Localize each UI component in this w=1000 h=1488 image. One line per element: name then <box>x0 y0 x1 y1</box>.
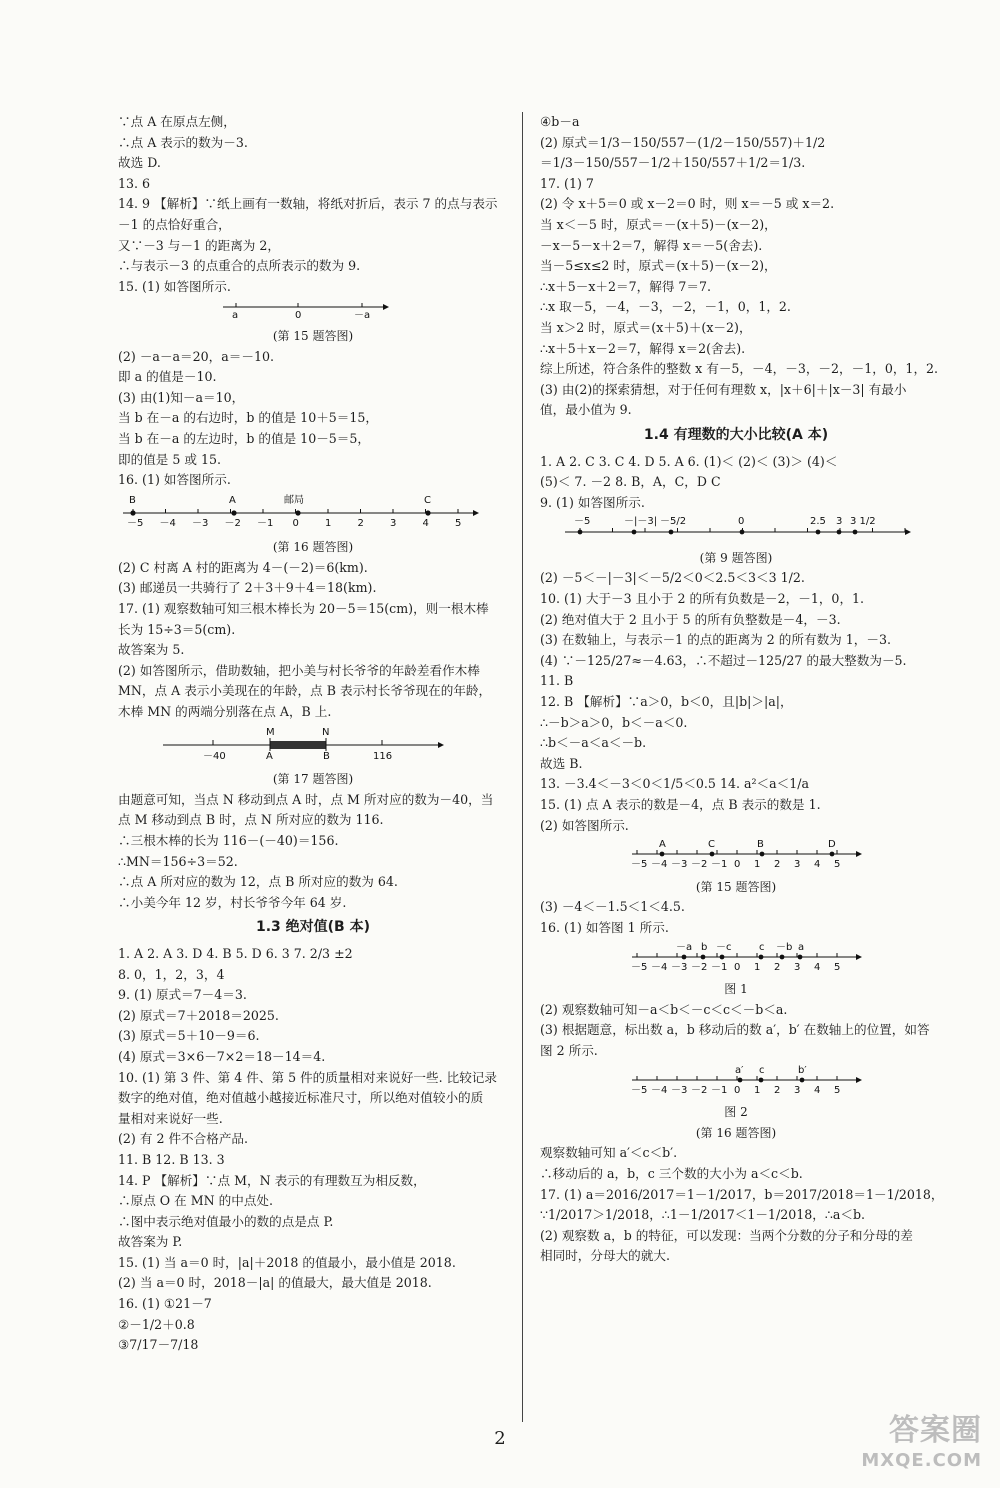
tick-label: 5 <box>834 1084 841 1096</box>
text-line: 数字的绝对值，绝对值越小越接近标准尺寸，所以绝对值较小的质 <box>118 1090 484 1106</box>
text-line: MN，点 A 表示小美现在的年龄，点 B 表示村长爷爷现在的年龄， <box>118 683 492 699</box>
point-p2 <box>632 530 637 535</box>
figure-15-right-number-line <box>540 836 932 897</box>
tick-label: 4 <box>422 517 429 529</box>
text-line: (2) 原式＝7＋2018＝2025. <box>118 1007 279 1023</box>
label-B: B <box>129 494 136 506</box>
tick-label: －2 <box>691 859 708 871</box>
label-b-prime: b′ <box>798 1064 807 1076</box>
text-line: 13. －3.4＜－3＜0＜1/5＜0.5 14. a²＜a＜1/a <box>540 776 809 792</box>
text-line: (2) 有 2 件不合格产品. <box>118 1131 249 1147</box>
figure-caption: 图 2 <box>724 1105 748 1120</box>
text-line: 13. 6 <box>118 175 151 191</box>
stick-MN <box>270 741 326 749</box>
text-line: ∴点 A 所对应的数为 12，点 B 所对应的数为 64. <box>118 874 398 890</box>
text-line: 当 x＞2 时，原式＝(x＋5)＋(x－2)， <box>540 319 752 335</box>
label-p4: 0 <box>738 516 745 528</box>
text-line: 当－5≤x≤2 时，原式＝(x＋5)－(x－2)， <box>540 258 777 274</box>
text-line: ∴MN＝156÷3＝52. <box>118 853 238 869</box>
label-c: c <box>759 1064 765 1076</box>
label-p1: －5 <box>574 516 591 528</box>
text-line: 17. (1) 7 <box>540 175 594 191</box>
text-line: ③7/17－7/18 <box>118 1337 199 1353</box>
label-p3: －5/2 <box>660 516 687 528</box>
tick-label: 2 <box>774 859 781 871</box>
tick-label: －5 <box>631 1084 648 1096</box>
tick-label: －2 <box>224 517 241 529</box>
label-neg-c: －c <box>716 941 732 953</box>
text-line: (4) ∵－125/27≈－4.63，∴不超过－125/27 的最大整数为－5. <box>540 652 907 668</box>
text-line: 15. (1) 当 a＝0 时，|a|＋2018 的值最小，最小值是 2018. <box>118 1254 456 1270</box>
point-p5 <box>816 530 821 535</box>
text-line: －x－5－x＋2＝7，解得 x＝－5(舍去). <box>540 237 763 253</box>
number-line-17 <box>118 723 508 763</box>
number-line-16-2 <box>540 1062 932 1096</box>
text-line: (2) －5＜－|－3|＜－5/2＜0＜2.5＜3＜3 1/2. <box>540 570 805 586</box>
text-line: (3) －4＜－1.5＜1＜4.5. <box>540 899 685 915</box>
section-title-1-3: 1.3 绝对值(B 本) <box>255 919 371 936</box>
label-B: B <box>323 750 330 762</box>
text-line: 9. (1) 如答图所示. <box>540 494 645 510</box>
point-C <box>710 852 715 857</box>
text-line: (2) 当 a＝0 时，2018－|a| 的值最大，最大值是 2018. <box>118 1275 432 1291</box>
tick-label: 3 <box>794 859 801 871</box>
text-line: (4) 原式＝3×6－7×2＝18－14＝4. <box>118 1048 326 1064</box>
tick-label: －3 <box>192 517 209 529</box>
text-line: 故答案为 P. <box>118 1234 183 1250</box>
label-M: M <box>266 726 275 738</box>
tick-group <box>127 509 461 529</box>
text-line: ∵点 A 在原点左侧， <box>118 114 236 129</box>
text-line: 又∵－3 与－1 的距离为 2， <box>118 237 280 253</box>
point-neg-b <box>780 954 785 959</box>
number-line-16 <box>118 491 508 531</box>
tick-label: －2 <box>691 961 708 973</box>
tick-label: 1 <box>754 961 761 973</box>
figure-16-2-number-line <box>540 1062 932 1123</box>
tick-label: －4 <box>651 961 668 973</box>
point-p6 <box>837 530 842 535</box>
text-line: 14. P 【解析】∵点 M，N 表示的有理数互为相反数， <box>118 1172 426 1188</box>
text-line: ∵1/2017＞1/2018，∴1－1/2017＜1－1/2018，∴a＜b. <box>540 1207 866 1223</box>
text-line: (2) 绝对值大于 2 且小于 5 的所有负整数是－4，－3. <box>540 611 841 627</box>
tick-label: 4 <box>814 859 821 871</box>
tick-label: 3 <box>794 961 801 973</box>
text-line: ∴移动后的 a，b，c 三个数的大小为 a＜c＜b. <box>540 1165 803 1181</box>
tick-label: 5 <box>455 517 462 529</box>
figure-16-1-number-line <box>540 939 932 1000</box>
text-line: 木棒 MN 的两端分别落在点 A，B 上. <box>118 704 332 720</box>
label-p6: 3 <box>836 516 843 528</box>
text-line: (3) 由(2)的探索猜想，对于任何有理数 x，|x＋6|＋|x－3| 有最小 <box>540 381 907 397</box>
text-line: (2) 原式＝1/3－150/557－(1/2－150/557)＋1/2 <box>540 134 826 150</box>
text-line: 16. (1) 如答图 1 所示. <box>540 919 669 935</box>
text-line: 17. (1) a＝2016/2017＝1－1/2017，b＝2017/2018＝1－1/2018， <box>540 1186 944 1202</box>
point-c <box>759 1077 764 1082</box>
tick-label: －1 <box>711 1084 728 1096</box>
text-line: 14. 9 【解析】∵纸上画有一数轴，将纸对折后，表示 7 的点与表示 <box>118 196 498 212</box>
label-neg-a: －a <box>354 310 371 320</box>
number-line-15-right <box>540 836 932 870</box>
tick-label: －3 <box>671 859 688 871</box>
tick-label: 2 <box>774 961 781 973</box>
point-c <box>759 954 764 959</box>
text-line: －1 的点恰好重合， <box>118 216 231 232</box>
tick-label: 4 <box>814 961 821 973</box>
point-B <box>760 852 765 857</box>
text-line: ∴－b＞a＞0，b＜－a＜0. <box>540 714 688 730</box>
point-p4 <box>740 530 745 535</box>
text-line: 观察数轴可知 a′＜c＜b′. <box>540 1145 678 1161</box>
text-line: (3) 邮递员一共骑行了 2＋3＋9＋4＝18(km). <box>118 580 377 596</box>
text-line: ②－1/2＋0.8 <box>118 1316 195 1332</box>
text-line: 图 2 所示. <box>540 1042 598 1058</box>
text-line: 点 M 移动到点 B 时，点 N 所对应的数为 116. <box>118 812 384 828</box>
point-p3 <box>669 530 674 535</box>
tick-label: 3 <box>794 1084 801 1096</box>
tick-label: 1 <box>754 859 761 871</box>
label-D: D <box>828 839 836 851</box>
point-post-office <box>295 510 300 515</box>
text-line: (2) 令 x＋5＝0 或 x－2＝0 时，则 x＝－5 或 x＝2. <box>540 196 835 212</box>
text-line: ∴原点 O 在 MN 的中点处. <box>118 1193 274 1209</box>
text-line: 即的值是 5 或 15. <box>118 451 222 467</box>
tick-label: 2 <box>357 517 364 529</box>
text-line: 量相对来说好一些. <box>118 1110 223 1126</box>
label-116: 116 <box>373 750 393 762</box>
text-line: ∴与表示－3 的点重合的点所表示的数为 9. <box>118 258 361 274</box>
text-line: ∴三根木棒的长为 116－(－40)＝156. <box>118 833 339 848</box>
label-neg-b: －b <box>776 941 793 953</box>
label-B: B <box>757 839 764 851</box>
text-line: 17. (1) 观察数轴可知三根木棒长为 20－5＝15(cm)，则一根木棒 <box>118 601 489 617</box>
point-neg-a <box>682 954 687 959</box>
text-line: 11. B 12. B 13. 3 <box>118 1151 225 1167</box>
watermark-line2: MXQE.COM <box>861 1450 982 1471</box>
figure-caption: (第 15 题答图) <box>272 328 354 343</box>
point-p7 <box>853 530 858 535</box>
label-A: A <box>229 494 236 506</box>
number-line-15 <box>118 297 508 319</box>
label-zero: 0 <box>295 310 302 320</box>
point-p1 <box>578 530 583 535</box>
text-line: 1. A 2. C 3. C 4. D 5. A 6. (1)＜ (2)＜ (3)＞ (4)＜ <box>540 453 838 469</box>
text-line: 16. (1) ①21－7 <box>118 1296 212 1312</box>
text-line: 综上所述，符合条件的整数 x 有－5，－4，－3，－2，－1，0，1，2. <box>540 361 939 377</box>
tick-label: －5 <box>127 517 144 529</box>
text-line: 当 x＜－5 时，原式＝－(x＋5)－(x－2)， <box>540 216 777 232</box>
text-line: (2) C 村离 A 村的距离为 4－(－2)＝6(km). <box>118 559 368 575</box>
tick-label: －5 <box>631 961 648 973</box>
tick-label: －3 <box>671 1084 688 1096</box>
tick-label: －1 <box>711 961 728 973</box>
text-line: ∴b＜－a＜a＜－b. <box>540 735 647 751</box>
text-line: ∴小美今年 12 岁，村长爷爷今年 64 岁. <box>118 894 347 910</box>
text-line: 10. (1) 第 3 件、第 4 件、第 5 件的质量相对来说好一些. 比较记录 <box>118 1069 497 1085</box>
watermark-logo <box>861 1413 982 1476</box>
tick-label: 0 <box>734 961 741 973</box>
text-line: (2) 如答图所示，借助数轴，把小美与村长爷爷的年龄差看作木棒 <box>118 662 480 678</box>
text-line: (3) 原式＝5＋10－9＝6. <box>118 1028 260 1044</box>
tick-label: 0 <box>292 517 299 529</box>
text-line: 1. A 2. A 3. D 4. B 5. D 6. 3 7. 2/3 ±2 <box>118 945 353 961</box>
point-b-prime <box>800 1077 805 1082</box>
text-line: 值，最小值为 9. <box>540 402 632 418</box>
label-p2: －|－3| <box>624 516 658 528</box>
text-line: (2) 观察数轴可知－a＜b＜－c＜c＜－b＜a. <box>540 1001 788 1017</box>
right-column <box>540 112 944 1267</box>
text-line: 当 b 在－a 的左边时，b 的值是 10－5＝5， <box>118 430 371 446</box>
text-line: 故选 B. <box>540 755 583 771</box>
text-line: (3) 根据题意，标出数 a，b 移动后的数 a′，b′ 在数轴上的位置，如答 <box>540 1022 930 1038</box>
text-line: ∴图中表示绝对值最小的数的点是点 P. <box>118 1213 334 1229</box>
text-line: 16. (1) 如答图所示. <box>118 472 231 488</box>
figure-16-number-line <box>118 491 508 558</box>
text-line: 8. 0，1，2，3，4 <box>118 966 225 982</box>
figure-caption: (第 16 题答图) <box>695 1125 777 1140</box>
tick-label: －4 <box>159 517 176 529</box>
label-C: C <box>708 839 715 851</box>
text-line: ＝1/3－150/557－1/2＋150/557＋1/2＝1/3. <box>540 155 806 171</box>
tick-label: －4 <box>651 1084 668 1096</box>
watermark-line1: 答案圈 <box>889 1413 982 1448</box>
label-c: c <box>759 941 765 953</box>
label-A: A <box>266 750 273 762</box>
label-minus-40: －40 <box>203 750 226 762</box>
text-line: 即 a 的值是－10. <box>118 369 217 385</box>
tick-label: －5 <box>631 859 648 871</box>
text-line: (2) －a－a＝20，a＝－10. <box>118 348 274 364</box>
figure-caption: (第 16 题答图) <box>272 540 354 555</box>
point-a-prime <box>738 1077 743 1082</box>
point-B <box>130 510 135 515</box>
text-line: 15. (1) 点 A 表示的数是－4，点 B 表示的数是 1. <box>540 797 821 812</box>
figure-15-number-line <box>118 297 508 346</box>
number-line-9 <box>540 513 932 541</box>
text-line: (2) 观察数 a，b 的特征，可以发现：当两个分数的分子和分母的差 <box>540 1227 913 1243</box>
label-a: a <box>232 310 239 320</box>
tick-group <box>631 953 840 973</box>
tick-label: 5 <box>834 961 841 973</box>
figure-9-number-line <box>540 513 932 568</box>
text-line: 长为 15÷3＝5(cm). <box>118 621 236 637</box>
label-post-office: 邮局 <box>284 494 304 506</box>
point-neg-c <box>720 954 725 959</box>
text-line: 9. (1) 原式＝7－4＝3. <box>118 987 247 1003</box>
text-line: 故选 D. <box>118 155 161 171</box>
label-a: a <box>798 941 805 953</box>
label-a-prime: a′ <box>735 1064 744 1076</box>
text-line: 12. B 【解析】∵a＞0，b＜0，且|b|＞|a|， <box>540 694 793 710</box>
text-line: 当 b 在－a 的右边时，b 的值是 10＋5＝15， <box>118 410 379 426</box>
text-line: ∴x＋5＋x－2＝7，解得 x＝2(舍去). <box>540 340 746 356</box>
text-line: ∴x＋5－x＋2＝7，解得 7＝7. <box>540 278 712 294</box>
tick-label: 1 <box>325 517 332 529</box>
number-line-16-1 <box>540 939 932 973</box>
tick-label: －1 <box>257 517 274 529</box>
label-C: C <box>424 494 431 506</box>
label-N: N <box>322 726 330 738</box>
point-A <box>660 852 665 857</box>
text-line: 由题意可知，当点 N 移动到点 A 时，点 M 所对应的数为－40，当 <box>118 791 494 807</box>
point-b <box>701 954 706 959</box>
page-number: 2 <box>494 1428 506 1449</box>
tick-label: 1 <box>754 1084 761 1096</box>
tick-label: 0 <box>734 1084 741 1096</box>
point-D <box>830 852 835 857</box>
text-line: 15. (1) 如答图所示. <box>118 278 231 294</box>
tick-label: －3 <box>671 961 688 973</box>
text-line: ∴x 取－5，－4，－3，－2，－1，0，1，2. <box>540 299 791 315</box>
tick-label: 0 <box>734 859 741 871</box>
figure-17-number-line <box>118 723 508 790</box>
label-A: A <box>659 839 666 851</box>
figure-caption: 图 1 <box>724 982 748 997</box>
label-neg-a: －a <box>676 941 693 953</box>
text-line: (2) 如答图所示. <box>540 817 629 833</box>
tick-label: 3 <box>390 517 397 529</box>
tick-label: －4 <box>651 859 668 871</box>
point-A <box>231 510 236 515</box>
tick-label: 4 <box>814 1084 821 1096</box>
left-column <box>118 112 508 1356</box>
tick-group <box>631 1076 840 1096</box>
figure-caption: (第 17 题答图) <box>272 772 354 787</box>
label-p5: 2.5 <box>810 516 826 528</box>
text-line: ④b－a <box>540 114 580 129</box>
text-line: 11. B <box>540 673 574 689</box>
point-C <box>425 510 430 515</box>
point-a <box>798 954 803 959</box>
tick-label: 2 <box>774 1084 781 1096</box>
text-line: 相同时，分母大的就大. <box>540 1248 670 1264</box>
text-line: 10. (1) 大于－3 且小于 2 的所有负数是－2，－1，0，1. <box>540 591 865 607</box>
figure-caption: (第 15 题答图) <box>695 879 777 894</box>
tick-label: 5 <box>834 859 841 871</box>
column-divider <box>522 112 523 1422</box>
text-line: 故答案为 5. <box>118 642 185 658</box>
text-line: (3) 在数轴上，与表示－1 的点的距离为 2 的所有数为 1，－3. <box>540 632 891 648</box>
text-line: ∴点 A 表示的数为－3. <box>118 134 248 150</box>
text-line: (3) 由(1)知－a＝10， <box>118 389 245 405</box>
tick-label: －2 <box>691 1084 708 1096</box>
label-p7: 3 1/2 <box>850 516 876 528</box>
tick-label: －1 <box>711 859 728 871</box>
section-title-1-4: 1.4 有理数的大小比较(A 本) <box>643 426 829 443</box>
figure-caption: (第 9 题答图) <box>699 550 773 565</box>
text-line: (5)＜ 7. －2 8. B，A，C，D C <box>540 474 721 490</box>
label-b: b <box>701 941 708 953</box>
